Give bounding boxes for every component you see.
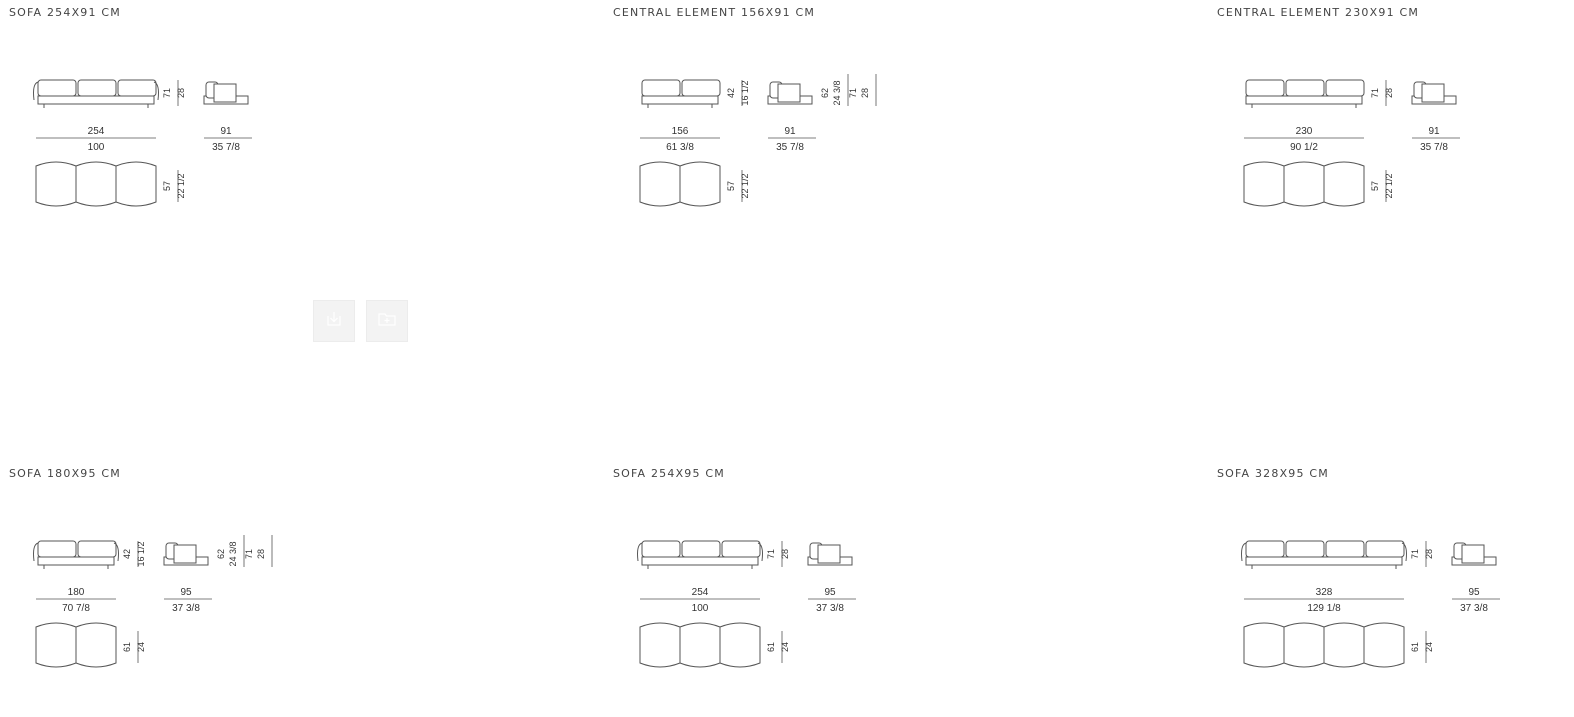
sofa-drawing-group [34,80,253,206]
product-card-1 [9,6,599,256]
front-view [1244,80,1394,153]
sofa-base [642,557,758,565]
width-label: 230 [1295,126,1313,137]
sofa-base [1246,96,1362,104]
back-cushion [1326,80,1364,96]
seat-height-label: 62 [820,87,830,99]
width-inch-label: 61 3/8 [666,142,694,153]
side-view [808,543,856,614]
sofa-arm [34,543,39,561]
side-view [1412,82,1460,153]
card-title: CENTRAL ELEMENT 156X91 CM [613,6,816,19]
height-label: 71 [162,87,172,99]
sofa-drawing-group [1244,80,1460,206]
back-cushion [722,541,760,557]
seat-top-outline [1244,162,1284,206]
top-view [36,162,186,206]
side-seat [778,84,800,102]
seat-top-outline [116,162,156,206]
download-button[interactable] [313,300,355,342]
height-label: 71 [1370,87,1380,99]
dimension-drawing [613,34,933,224]
depth-label: 95 [1468,587,1480,598]
card-title: CENTRAL ELEMENT 230X91 CM [1217,6,1420,19]
sofa-drawing-group [640,74,876,206]
seat-top-outline [1324,623,1364,667]
height-label: 71 [766,548,776,560]
sofa-arm [34,82,39,100]
seat-top-outline [36,162,76,206]
dimension-drawing [1217,495,1537,685]
back-cushion [38,80,76,96]
height-inch-label: 28 [1424,548,1434,560]
side-seat [174,545,196,563]
width-inch-label: 100 [87,142,105,153]
seat-height-label: 62 [216,548,226,560]
depth-label: 95 [824,587,836,598]
front-view [34,80,187,153]
width-inch-label: 100 [691,603,709,614]
back-cushion [78,80,116,96]
depth-label: 95 [180,587,192,598]
side-view [1452,543,1500,614]
front-view [640,80,750,153]
height-inch-label: 16 1/2 [740,80,750,106]
sofa-drawing-group [34,535,273,667]
top-depth-label: 57 [1370,180,1380,192]
seat-top-outline [720,623,760,667]
product-card-6 [1217,467,1574,717]
dimension-drawing [613,495,933,685]
top-view [1244,162,1394,206]
product-card-4 [9,467,599,717]
width-inch-label: 90 1/2 [1290,142,1318,153]
width-label: 180 [67,587,85,598]
side-seat [1462,545,1484,563]
sofa-drawing-group [1242,541,1501,667]
top-depth-label: 61 [122,641,132,653]
add-to-folder-icon [377,309,397,334]
seat-top-outline [1244,623,1284,667]
back-cushion [642,80,680,96]
height-inch-label: 28 [780,548,790,560]
seat-top-outline [1364,623,1404,667]
height-label: 42 [122,548,132,560]
total-height-label: 71 [244,548,254,560]
back-cushion [1286,541,1324,557]
seat-top-outline [640,162,680,206]
height-inch-label: 16 1/2 [136,541,146,567]
product-card-3 [1217,6,1574,256]
seat-top-outline [680,162,720,206]
back-cushion [38,541,76,557]
depth-inch-label: 35 7/8 [1420,142,1448,153]
height-inch-label: 28 [176,87,186,99]
front-view [1242,541,1435,614]
sofa-arm [638,543,643,561]
front-view [638,541,791,614]
back-cushion [682,541,720,557]
seat-top-outline [680,623,720,667]
side-seat [1422,84,1444,102]
sofa-base [1246,557,1402,565]
add-to-folder-button[interactable] [366,300,408,342]
top-depth-inch-label: 24 [136,641,146,653]
back-cushion [1366,541,1404,557]
width-label: 254 [691,587,709,598]
back-cushion [682,80,720,96]
height-inch-label: 28 [1384,87,1394,99]
sofa-base [38,557,114,565]
top-view [640,623,790,667]
top-depth-label: 57 [162,180,172,192]
top-depth-label: 61 [1410,641,1420,653]
width-label: 328 [1315,587,1333,598]
back-cushion [1286,80,1324,96]
sofa-base [642,96,718,104]
back-cushion [118,80,156,96]
height-label: 42 [726,87,736,99]
seat-height-inch-label: 24 3/8 [832,80,842,106]
back-cushion [1326,541,1364,557]
back-cushion [78,541,116,557]
back-cushion [1246,80,1284,96]
total-height-inch-label: 28 [860,87,870,99]
depth-inch-label: 37 3/8 [172,603,200,614]
width-label: 254 [87,126,105,137]
seat-top-outline [640,623,680,667]
top-depth-label: 57 [726,180,736,192]
card-title: SOFA 180X95 CM [9,467,121,480]
side-view [768,74,876,153]
width-inch-label: 129 1/8 [1307,603,1341,614]
depth-label: 91 [1428,126,1440,137]
height-label: 71 [1410,548,1420,560]
product-card-2 [613,6,1203,256]
top-depth-inch-label: 22 1/2 [1384,173,1394,199]
depth-label: 91 [220,126,232,137]
top-depth-inch-label: 24 [780,641,790,653]
top-depth-label: 61 [766,641,776,653]
width-inch-label: 70 7/8 [62,603,90,614]
side-view [164,535,272,614]
dimension-drawing [9,34,329,224]
seat-top-outline [36,623,76,667]
seat-top-outline [76,162,116,206]
side-seat [214,84,236,102]
sofa-base [38,96,154,104]
card-title: SOFA 254X91 CM [9,6,121,19]
side-view [204,82,252,153]
depth-inch-label: 35 7/8 [212,142,240,153]
side-seat [818,545,840,563]
back-cushion [1246,541,1284,557]
depth-inch-label: 37 3/8 [1460,603,1488,614]
download-icon [324,309,344,334]
top-depth-inch-label: 24 [1424,641,1434,653]
depth-inch-label: 35 7/8 [776,142,804,153]
top-view [1244,623,1434,667]
depth-label: 91 [784,126,796,137]
depth-inch-label: 37 3/8 [816,603,844,614]
width-label: 156 [671,126,689,137]
dimension-drawing [9,495,329,685]
top-depth-inch-label: 22 1/2 [740,173,750,199]
seat-top-outline [76,623,116,667]
dimension-drawing [1217,34,1537,224]
top-depth-inch-label: 22 1/2 [176,173,186,199]
seat-height-inch-label: 24 3/8 [228,541,238,567]
seat-top-outline [1324,162,1364,206]
sofa-arm [1242,543,1247,561]
total-height-inch-label: 28 [256,548,266,560]
front-view [34,541,147,614]
total-height-label: 71 [848,87,858,99]
seat-top-outline [1284,162,1324,206]
top-view [36,623,146,667]
top-view [640,162,750,206]
card-title: SOFA 254X95 CM [613,467,725,480]
back-cushion [642,541,680,557]
sofa-drawing-group [638,541,857,667]
card-title: SOFA 328X95 CM [1217,467,1329,480]
seat-top-outline [1284,623,1324,667]
product-card-5 [613,467,1203,717]
